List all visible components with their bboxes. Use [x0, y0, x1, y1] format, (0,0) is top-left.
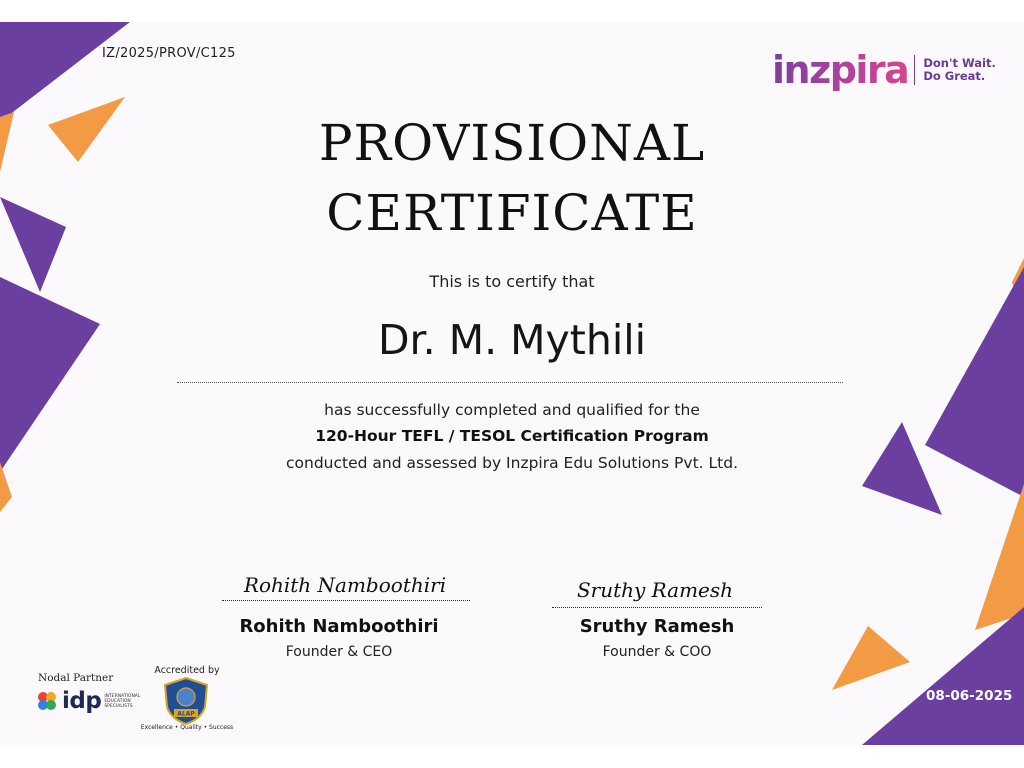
signer-name-coo: Sruthy Ramesh	[579, 616, 735, 637]
logo-wordmark: inzpira	[772, 48, 909, 92]
certificate-date: 08-06-2025	[926, 688, 1013, 704]
accredited-label: Accredited by	[154, 665, 220, 676]
title-line-2: CERTIFICATE	[326, 184, 698, 242]
logo-divider	[914, 55, 915, 85]
nodal-partner-label: Nodal Partner	[38, 672, 114, 684]
body-line-3: conducted and assessed by Inzpira Edu Solutions Pvt. Ltd.	[286, 454, 738, 472]
title-line-1: PROVISIONAL	[318, 114, 706, 172]
signature-ceo: Rohith Namboothiri	[243, 573, 447, 597]
orange-triangle-right-low	[832, 626, 910, 690]
recipient-underline	[177, 382, 843, 383]
recipient-name: Dr. M. Mythili	[377, 316, 647, 364]
idp-subtext: INTERNATIONAL EDUCATION SPECIALISTS	[104, 693, 141, 709]
idp-logo	[36, 688, 150, 714]
logo-tagline	[923, 57, 996, 83]
signer-name-ceo: Rohith Namboothiri	[239, 616, 439, 637]
signer-role-ceo: Founder & CEO	[285, 644, 393, 660]
alap-tagline: Excellence • Quality • Success	[140, 724, 234, 731]
tagline-line-1: Don't Wait.	[923, 56, 996, 70]
signer-role-coo: Founder & COO	[602, 644, 712, 660]
inzpira-logo	[772, 42, 996, 98]
signature-coo: Sruthy Ramesh	[576, 578, 734, 602]
alap-shield-icon	[163, 677, 209, 725]
program-name: 120-Hour TEFL / TESOL Certification Program	[315, 427, 709, 445]
body-line-1: has successfully completed and qualified for the	[324, 401, 700, 419]
idp-flower-icon	[36, 690, 58, 712]
tagline-line-2: Do Great.	[923, 69, 986, 83]
certificate-page	[0, 22, 1024, 745]
purple-triangle-bottom-right	[862, 607, 1024, 745]
intro-text: This is to certify that	[429, 272, 595, 291]
signature-line-ceo	[222, 600, 470, 601]
alap-shield-text: ALAP	[177, 710, 195, 718]
orange-triangle-right-mid	[975, 484, 1024, 630]
idp-wordmark: idp	[62, 688, 102, 714]
certificate-id: IZ/2025/PROV/C125	[102, 46, 236, 61]
signature-line-coo	[552, 607, 762, 608]
